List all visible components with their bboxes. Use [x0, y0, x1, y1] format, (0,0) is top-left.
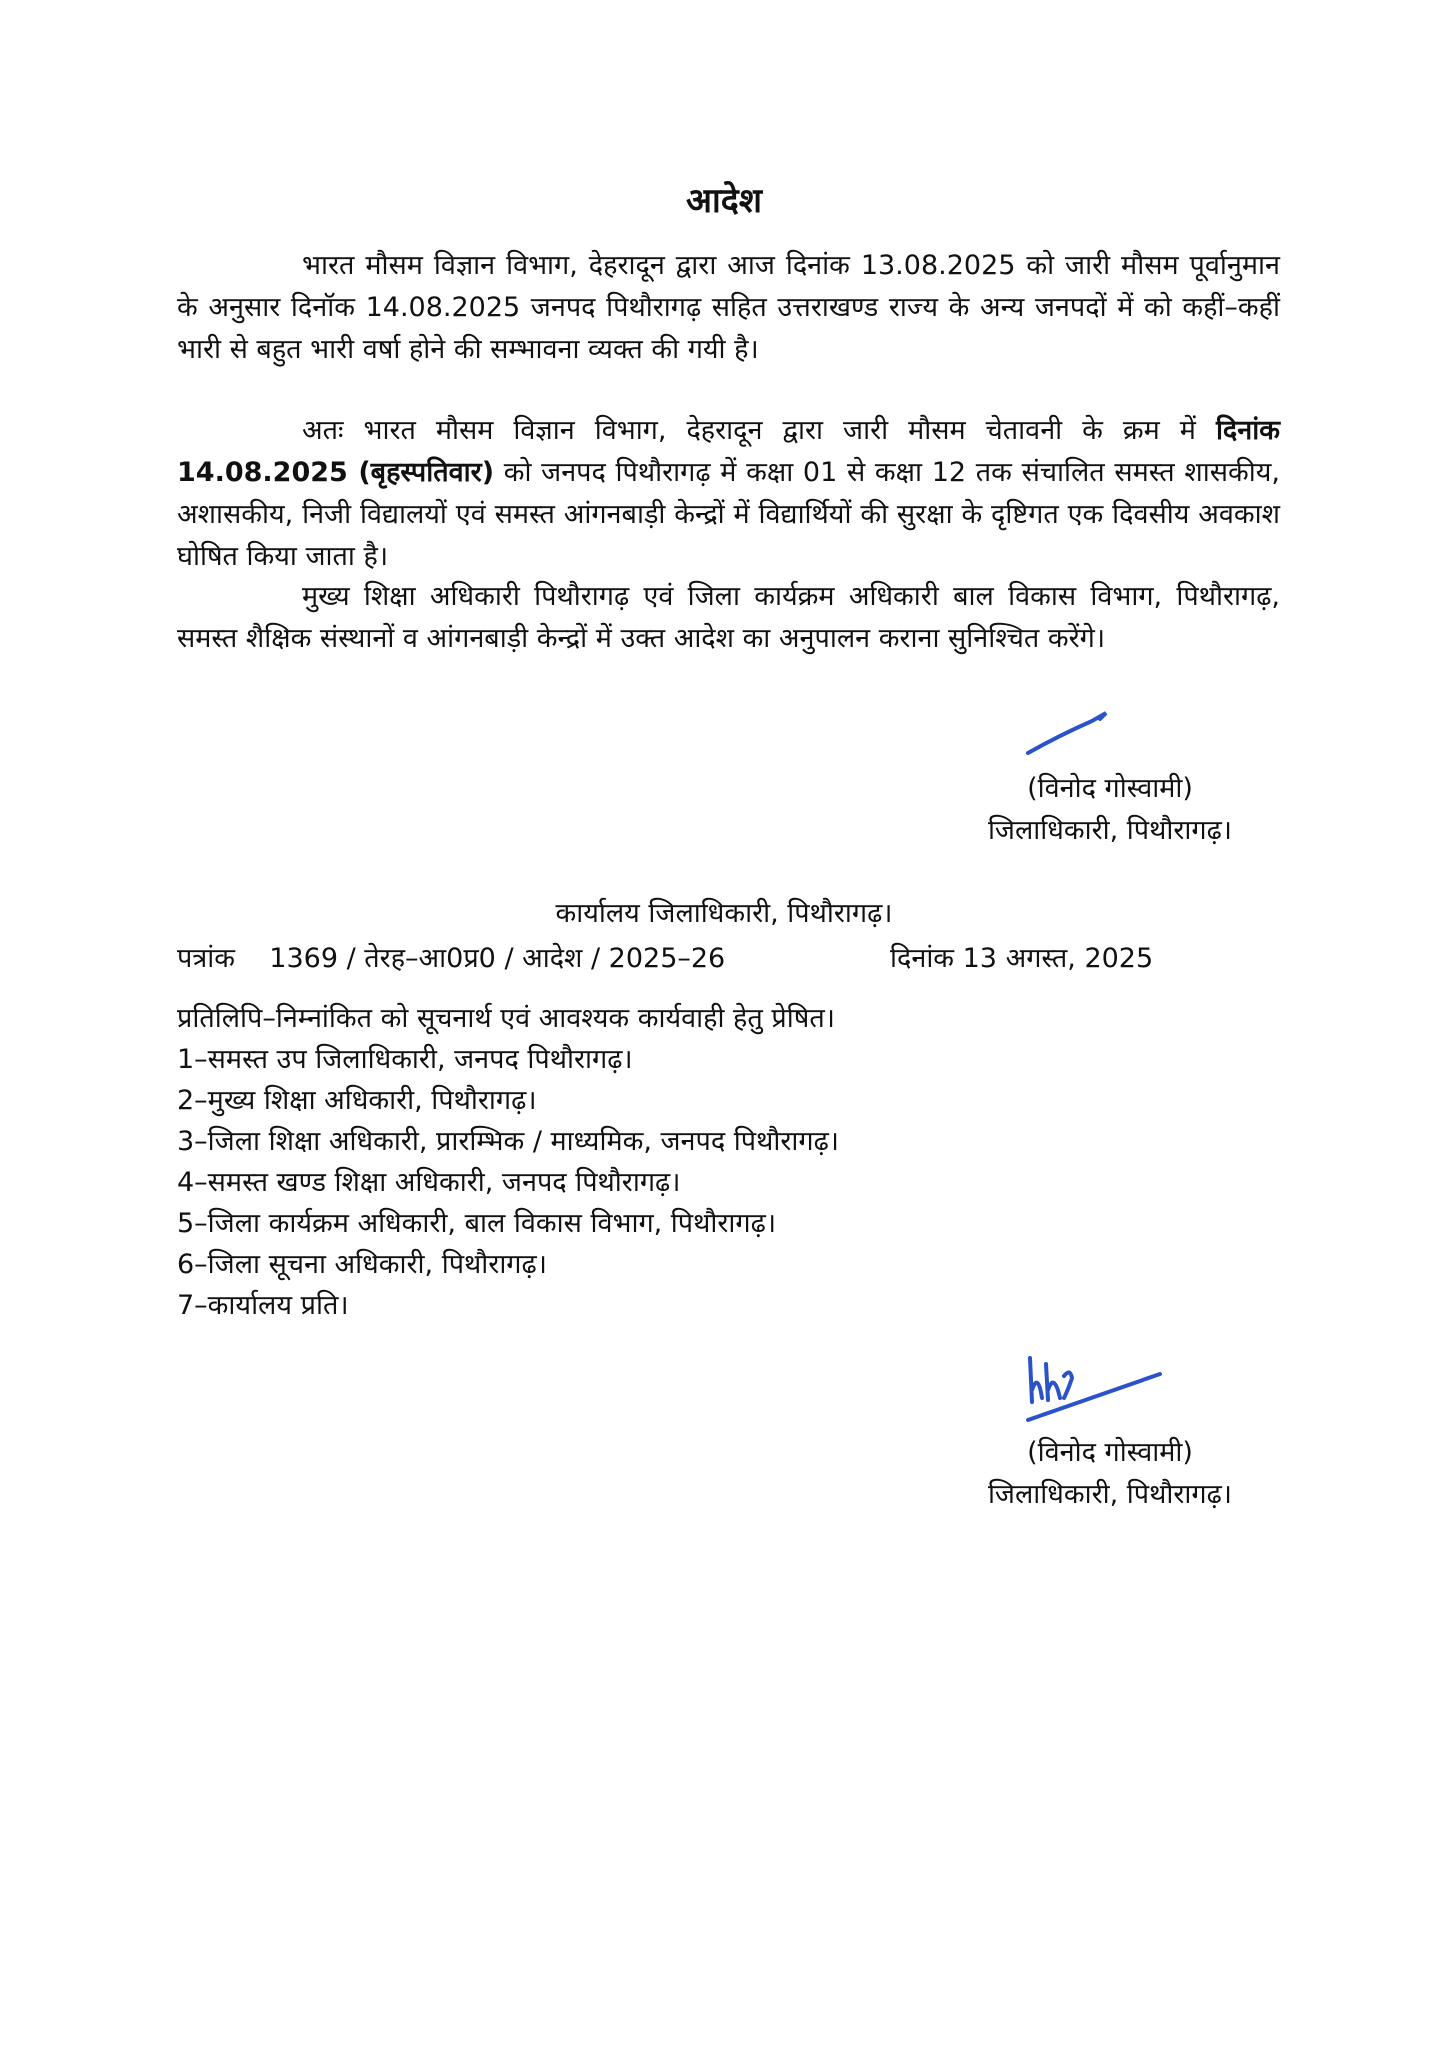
signature-mark-2: [1020, 1350, 1190, 1430]
list-item: 4–समस्त खण्ड शिक्षा अधिकारी, जनपद पिथौरागढ़।: [177, 1167, 681, 1198]
paragraph-text: अतः भारत मौसम विज्ञान विभाग, देहरादून द्वारा जारी मौसम चेतावनी के क्रम में: [302, 415, 1196, 446]
reference-date: दिनांक 13 अगस्त, 2025: [890, 943, 1154, 974]
holiday-date: दिनांक 14.08.2025 (बृहस्पतिवार): [177, 415, 1280, 488]
paragraph-text: को जनपद पिथौरागढ़ में कक्षा 01 से कक्षा 12 तक संचालित समस्त शासकीय, अशासकीय, निजी विद्यालयों एवं समस्त आंगनबाड़ी केन्द्रों में विद्यार्थियों की सुरक्षा के दृष्टिगत एक दिवसीय अवकाश घोषित किया जाता है।: [177, 457, 1280, 572]
order-title: आदेश: [686, 181, 762, 221]
signatory-name: (विनोद गोस्वामी): [1027, 1437, 1193, 1468]
paragraph-text: भारत मौसम विज्ञान विभाग, देहरादून द्वारा आज दिनांक 13.08.2025 को जारी मौसम पूर्वानुमान के अनुसार दिनॉक 14.08.2025 जनपद पिथौरागढ़ सहित उत्तराखण्ड राज्य के अन्य जनपदों में को कहीं–कहीं भारी से बहुत भारी वर्षा होने की सम्भावना व्यक्त की गयी है।: [177, 250, 1280, 365]
signature-block-1: [900, 768, 1320, 852]
signatory-designation: जिलाधिकारी, पिथौरागढ़।: [987, 815, 1233, 846]
list-item: 5–जिला कार्यक्रम अधिकारी, बाल विकास विभाग, पिथौरागढ़।: [177, 1208, 777, 1239]
signature-mark-1: [1020, 705, 1140, 765]
paragraph-text: मुख्य शिक्षा अधिकारी पिथौरागढ़ एवं जिला कार्यक्रम अधिकारी बाल विकास विभाग, पिथौरागढ़, समस्त शैक्षिक संस्थानों व आंगनबाड़ी केन्द्रों में उक्त आदेश का अनुपालन कराना सुनिश्चित करेंगे।: [177, 581, 1280, 654]
paragraph-weather-forecast: [177, 245, 1280, 371]
copy-heading: प्रतिलिपि–निम्नांकित को सूचनार्थ एवं आवश्यक कार्यवाही हेतु प्रेषित।: [177, 1003, 835, 1034]
list-item: 6–जिला सूचना अधिकारी, पिथौरागढ़।: [177, 1249, 547, 1280]
copy-distribution: [177, 998, 839, 1326]
list-item: 7–कार्यालय प्रति।: [177, 1290, 349, 1321]
signature-block-2: [900, 1432, 1320, 1516]
signatory-designation: जिलाधिकारी, पिथौरागढ़।: [987, 1479, 1233, 1510]
paragraph-compliance: [177, 576, 1280, 660]
list-item: 1–समस्त उप जिलाधिकारी, जनपद पिथौरागढ़।: [177, 1044, 633, 1075]
list-item: 2–मुख्य शिक्षा अधिकारी, पिथौरागढ़।: [177, 1085, 537, 1116]
office-heading: कार्यालय जिलाधिकारी, पिथौरागढ़।: [555, 898, 893, 929]
list-item: 3–जिला शिक्षा अधिकारी, प्रारम्भिक / माध्यमिक, जनपद पिथौरागढ़।: [177, 1126, 840, 1157]
paragraph-holiday-order: [177, 410, 1280, 578]
signatory-name: (विनोद गोस्वामी): [1027, 773, 1193, 804]
reference-number: पत्रांक 1369 / तेरह–आ0प्र0 / आदेश / 2025–26: [177, 943, 726, 974]
